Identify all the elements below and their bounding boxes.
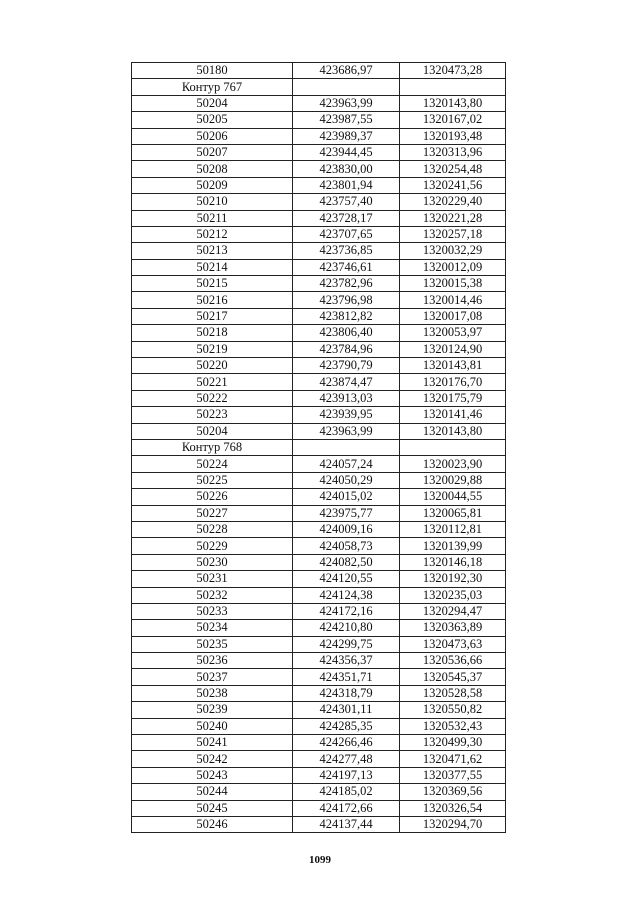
table-row [132,456,506,472]
table-row [132,341,506,357]
coordinates-table [131,62,506,833]
page-number: 1099 [309,854,331,866]
point-id-cell: 50216 [132,292,293,308]
x-coordinate-cell: 424124,38 [293,587,400,603]
empty-cell [293,439,400,455]
point-id-cell: 50211 [132,210,293,226]
x-coordinate-cell: 424015,02 [293,489,400,505]
x-coordinate-cell: 424185,02 [293,784,400,800]
y-coordinate-cell: 1320029,88 [400,472,506,488]
y-coordinate-cell: 1320014,46 [400,292,506,308]
y-coordinate-cell: 1320532,43 [400,718,506,734]
table-row [132,63,506,79]
table-row [132,161,506,177]
x-coordinate-cell: 423728,17 [293,210,400,226]
table-row [132,554,506,570]
y-coordinate-cell: 1320032,29 [400,243,506,259]
point-id-cell: 50210 [132,194,293,210]
y-coordinate-cell: 1320167,02 [400,112,506,128]
point-id-cell: 50204 [132,423,293,439]
x-coordinate-cell: 423790,79 [293,358,400,374]
y-coordinate-cell: 1320015,38 [400,276,506,292]
point-id-cell: 50214 [132,259,293,275]
table-row [132,587,506,603]
x-coordinate-cell: 424050,29 [293,472,400,488]
table-row [132,636,506,652]
x-coordinate-cell: 423746,61 [293,259,400,275]
y-coordinate-cell: 1320241,56 [400,177,506,193]
table-row [132,521,506,537]
x-coordinate-cell: 423736,85 [293,243,400,259]
point-id-cell: 50217 [132,308,293,324]
point-id-cell: 50222 [132,390,293,406]
x-coordinate-cell: 424356,37 [293,653,400,669]
point-id-cell: 50245 [132,800,293,816]
y-coordinate-cell: 1320528,58 [400,685,506,701]
table-row [132,735,506,751]
table-row [132,816,506,832]
table-row [132,358,506,374]
x-coordinate-cell: 424058,73 [293,538,400,554]
y-coordinate-cell: 1320536,66 [400,653,506,669]
x-coordinate-cell: 424082,50 [293,554,400,570]
point-id-cell: 50244 [132,784,293,800]
y-coordinate-cell: 1320112,81 [400,521,506,537]
table-row [132,325,506,341]
contour-label: Контур 767 [132,79,293,95]
x-coordinate-cell: 423812,82 [293,308,400,324]
y-coordinate-cell: 1320044,55 [400,489,506,505]
table-row [132,243,506,259]
table-row [132,472,506,488]
y-coordinate-cell: 1320257,18 [400,226,506,242]
point-id-cell: 50235 [132,636,293,652]
y-coordinate-cell: 1320229,40 [400,194,506,210]
x-coordinate-cell: 424210,80 [293,620,400,636]
table-row [132,210,506,226]
table-row [132,653,506,669]
empty-cell [400,79,506,95]
x-coordinate-cell: 424299,75 [293,636,400,652]
table-row [132,784,506,800]
table-row [132,423,506,439]
table-row [132,538,506,554]
table-row [132,308,506,324]
table-row [132,751,506,767]
y-coordinate-cell: 1320550,82 [400,702,506,718]
y-coordinate-cell: 1320221,28 [400,210,506,226]
point-id-cell: 50226 [132,489,293,505]
y-coordinate-cell: 1320254,48 [400,161,506,177]
point-id-cell: 50218 [132,325,293,341]
table-row [132,128,506,144]
empty-cell [400,439,506,455]
x-coordinate-cell: 424137,44 [293,816,400,832]
x-coordinate-cell: 424301,11 [293,702,400,718]
table-row [132,685,506,701]
x-coordinate-cell: 423784,96 [293,341,400,357]
y-coordinate-cell: 1320192,30 [400,571,506,587]
point-id-cell: 50230 [132,554,293,570]
table-row [132,571,506,587]
x-coordinate-cell: 423806,40 [293,325,400,341]
point-id-cell: 50237 [132,669,293,685]
x-coordinate-cell: 424172,16 [293,603,400,619]
point-id-cell: 50246 [132,816,293,832]
y-coordinate-cell: 1320473,63 [400,636,506,652]
y-coordinate-cell: 1320065,81 [400,505,506,521]
point-id-cell: 50209 [132,177,293,193]
x-coordinate-cell: 424351,71 [293,669,400,685]
point-id-cell: 50233 [132,603,293,619]
y-coordinate-cell: 1320023,90 [400,456,506,472]
table-row [132,702,506,718]
y-coordinate-cell: 1320141,46 [400,407,506,423]
x-coordinate-cell: 424197,13 [293,767,400,783]
y-coordinate-cell: 1320143,80 [400,95,506,111]
table-row [132,407,506,423]
point-id-cell: 50223 [132,407,293,423]
y-coordinate-cell: 1320143,81 [400,358,506,374]
point-id-cell: 50242 [132,751,293,767]
point-id-cell: 50206 [132,128,293,144]
point-id-cell: 50219 [132,341,293,357]
x-coordinate-cell: 423686,97 [293,63,400,79]
y-coordinate-cell: 1320369,56 [400,784,506,800]
y-coordinate-cell: 1320235,03 [400,587,506,603]
coordinates-table-body [132,63,506,833]
point-id-cell: 50221 [132,374,293,390]
point-id-cell: 50234 [132,620,293,636]
x-coordinate-cell: 424120,55 [293,571,400,587]
y-coordinate-cell: 1320175,79 [400,390,506,406]
table-row [132,144,506,160]
point-id-cell: 50207 [132,144,293,160]
x-coordinate-cell: 423989,37 [293,128,400,144]
point-id-cell: 50212 [132,226,293,242]
empty-cell [293,79,400,95]
contour-header-row [132,439,506,455]
y-coordinate-cell: 1320545,37 [400,669,506,685]
y-coordinate-cell: 1320193,48 [400,128,506,144]
table-row [132,194,506,210]
x-coordinate-cell: 424172,66 [293,800,400,816]
x-coordinate-cell: 424266,46 [293,735,400,751]
y-coordinate-cell: 1320313,96 [400,144,506,160]
table-row [132,390,506,406]
x-coordinate-cell: 423944,45 [293,144,400,160]
table-row [132,177,506,193]
table-row [132,259,506,275]
y-coordinate-cell: 1320176,70 [400,374,506,390]
point-id-cell: 50239 [132,702,293,718]
point-id-cell: 50231 [132,571,293,587]
point-id-cell: 50228 [132,521,293,537]
y-coordinate-cell: 1320499,30 [400,735,506,751]
y-coordinate-cell: 1320471,62 [400,751,506,767]
x-coordinate-cell: 423796,98 [293,292,400,308]
point-id-cell: 50215 [132,276,293,292]
x-coordinate-cell: 423963,99 [293,423,400,439]
point-id-cell: 50220 [132,358,293,374]
y-coordinate-cell: 1320124,90 [400,341,506,357]
table-row [132,489,506,505]
y-coordinate-cell: 1320139,99 [400,538,506,554]
point-id-cell: 50243 [132,767,293,783]
table-row [132,112,506,128]
table-row [132,767,506,783]
y-coordinate-cell: 1320473,28 [400,63,506,79]
x-coordinate-cell: 424277,48 [293,751,400,767]
x-coordinate-cell: 424009,16 [293,521,400,537]
x-coordinate-cell: 424318,79 [293,685,400,701]
table-row [132,800,506,816]
table-row [132,226,506,242]
point-id-cell: 50180 [132,63,293,79]
x-coordinate-cell: 423801,94 [293,177,400,193]
table-row [132,603,506,619]
table-row [132,374,506,390]
y-coordinate-cell: 1320377,55 [400,767,506,783]
point-id-cell: 50232 [132,587,293,603]
point-id-cell: 50236 [132,653,293,669]
y-coordinate-cell: 1320143,80 [400,423,506,439]
x-coordinate-cell: 423830,00 [293,161,400,177]
y-coordinate-cell: 1320294,47 [400,603,506,619]
y-coordinate-cell: 1320012,09 [400,259,506,275]
x-coordinate-cell: 424057,24 [293,456,400,472]
point-id-cell: 50227 [132,505,293,521]
table-row [132,292,506,308]
x-coordinate-cell: 423874,47 [293,374,400,390]
point-id-cell: 50238 [132,685,293,701]
y-coordinate-cell: 1320146,18 [400,554,506,570]
x-coordinate-cell: 423987,55 [293,112,400,128]
y-coordinate-cell: 1320326,54 [400,800,506,816]
table-row [132,95,506,111]
point-id-cell: 50208 [132,161,293,177]
y-coordinate-cell: 1320017,08 [400,308,506,324]
point-id-cell: 50204 [132,95,293,111]
x-coordinate-cell: 423963,99 [293,95,400,111]
contour-header-row [132,79,506,95]
table-row [132,276,506,292]
x-coordinate-cell: 423975,77 [293,505,400,521]
point-id-cell: 50224 [132,456,293,472]
point-id-cell: 50241 [132,735,293,751]
x-coordinate-cell: 423939,95 [293,407,400,423]
table-row [132,505,506,521]
point-id-cell: 50205 [132,112,293,128]
x-coordinate-cell: 424285,35 [293,718,400,734]
point-id-cell: 50240 [132,718,293,734]
x-coordinate-cell: 423782,96 [293,276,400,292]
contour-label: Контур 768 [132,439,293,455]
table-row [132,718,506,734]
table-row [132,620,506,636]
point-id-cell: 50229 [132,538,293,554]
y-coordinate-cell: 1320363,89 [400,620,506,636]
y-coordinate-cell: 1320053,97 [400,325,506,341]
x-coordinate-cell: 423707,65 [293,226,400,242]
x-coordinate-cell: 423913,03 [293,390,400,406]
y-coordinate-cell: 1320294,70 [400,816,506,832]
point-id-cell: 50225 [132,472,293,488]
x-coordinate-cell: 423757,40 [293,194,400,210]
point-id-cell: 50213 [132,243,293,259]
table-row [132,669,506,685]
